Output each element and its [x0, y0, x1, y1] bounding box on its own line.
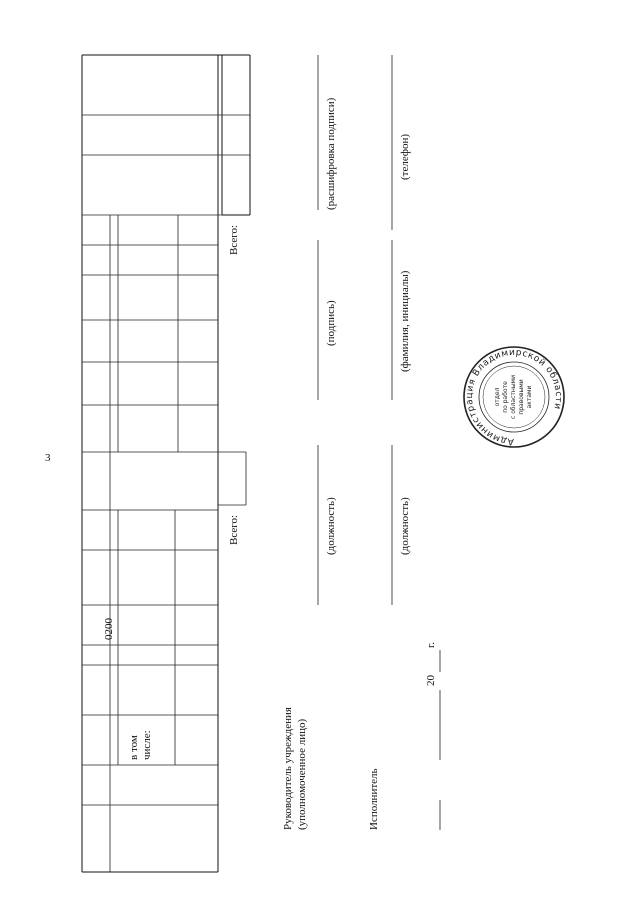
stamp-inner-line2: по работе [502, 381, 509, 413]
row-code: 0200 [103, 618, 115, 640]
executor-name-caption: (фамилия, инициалы) [399, 270, 411, 372]
page-number: 3 [45, 452, 51, 464]
in-total-label: в том числе: [128, 730, 153, 760]
stamp-outer-text: Администрация Владимирской области [464, 347, 564, 447]
executor-phone-caption: (телефон) [399, 133, 411, 180]
executor-position-caption: (должность) [399, 497, 411, 555]
stamp-inner-line1: отдел [494, 387, 501, 407]
official-stamp [462, 345, 566, 449]
head-signature-caption: (подпись) [325, 300, 337, 346]
executor-label: Исполнитель [368, 768, 380, 830]
head-label-line2: (уполномоченное лицо) [296, 718, 308, 830]
total-label-right: Всего: [228, 224, 240, 255]
date-suffix: г. [425, 641, 437, 648]
stamp-inner-line3: с областными [510, 375, 517, 419]
head-decoding-caption: (расшифровка подписи) [325, 97, 337, 210]
total-label-left: Всего: [228, 514, 240, 545]
stamp-inner-line4: правовыми [518, 379, 525, 415]
head-label-line1: Руководитель учреждения [282, 707, 294, 830]
date-year-prefix: 20 [425, 675, 437, 686]
head-position-caption: (должность) [325, 497, 337, 555]
stamp-inner-line5: актами [526, 385, 533, 409]
